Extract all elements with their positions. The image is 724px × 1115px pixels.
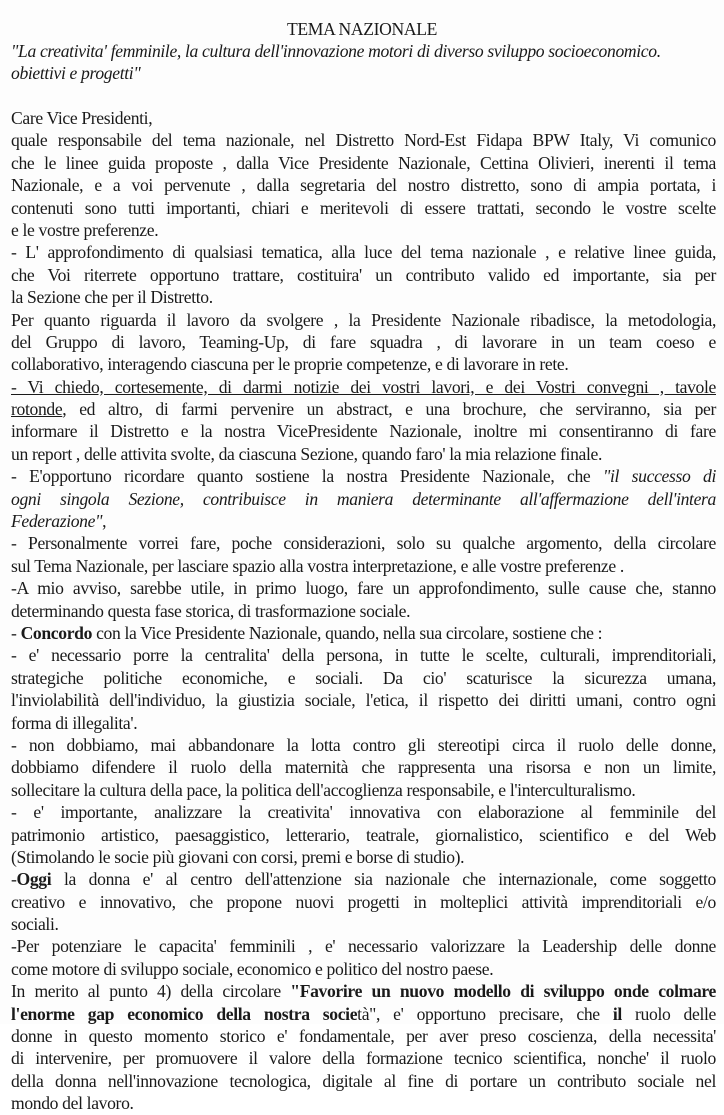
paragraph-line: che le linee guida proposte , dalla Vice Presidente Nazionale, Cettina Olivieri, inerenti il tema [11,152,716,173]
line-text: - E'opportuno ricordare quanto sostiene la nostra Presidente Nazionale, che [11,466,603,487]
paragraph-line: della donna nell'innovazione tecnologica, digitale al fine di portare un contributo sociale nel [11,1070,716,1091]
paragraph-line: un report , delle attivita svolte, da ciascuna Sezione, quando faro' la mia relazione finale. [11,443,603,464]
paragraph-line [11,398,716,420]
bold-text: Concordo [20,622,93,643]
bold-quote: "Favorire un nuovo modello di sviluppo onde colmare [290,981,716,1002]
paragraph-line: di intervenire, per promuovere il valore della formazione tecnico scientifica, nonche' il ruolo [11,1048,716,1069]
underlined-text: rotonde [11,399,63,420]
paragraph-line [11,980,716,1002]
line-text: con la Vice Presidente Nazionale, quando, nella sua circolare, sostiene che : [92,622,603,643]
bold-text: Oggi [16,869,52,890]
paragraph-line [11,510,716,532]
paragraph-line: - e' importante, analizzare la creativita' innovativa con elaborazione al femminile del [11,802,716,823]
line-text: la donna e' al centro dell'attenzione sia nazionale che internazionale, come soggetto [51,869,716,890]
paragraph-line [11,465,716,487]
paragraph-line: contenuti sono tutti importanti, chiari e meritevoli di essere trattati, secondo le vostre scelte [11,197,716,218]
paragraph-line: - non dobbiamo, mai abbandonare la lotta contro gli stereotipi circa il ruolo delle donne, [11,734,716,755]
document-title: TEMA NAZIONALE [287,19,437,39]
paragraph-line: - Personalmente vorrei fare, poche considerazioni, solo su qualche argomento, della circolare [11,533,716,554]
paragraph-line: forma di illegalita'. [11,712,138,733]
paragraph-line: la Sezione che per il Distretto. [11,287,213,308]
paragraph-line [11,622,716,644]
paragraph-line: sul Tema Nazionale, per lasciare spazio alla vostra interpretazione, e alle vostre preferenze . [11,555,624,576]
paragraph-line: informare il Distretto e la nostra VicePresidente Nazionale, inoltre mi consentiranno di fare [11,421,716,442]
paragraph-line: che Voi riterrete opportuno trattare, costituira' un contributo valido ed importante, sia per [11,264,716,285]
paragraph-line: Nazionale, e a voi pervenute , dalla segretaria del nostro distretto, sono di ampia portata, i [11,175,716,196]
quote-text: "il successo di [602,466,716,487]
paragraph-line: collaborativo, interagendo ciascuna per le proprie competenze, e di lavorare in rete. [11,354,569,375]
paragraph-line: come motore di sviluppo sociale, economico e politico del nostro paese. [11,958,494,979]
bold-text: il [612,1003,622,1024]
paragraph-line: creativo e innovativo, che propone nuovi progetti in molteplici attività imprenditoriali e/o [11,891,716,912]
quote-line: ogni singola Sezione, contribuisce in maniera determinante all'affermazione dell'intera [11,488,716,509]
line-text: In merito al punto 4) della circolare [11,981,291,1002]
line-text: , [102,511,107,532]
paragraph-line: strategiche politiche economiche, e sociali. Da cio' scaturisce la sicurezza umana, [11,667,716,688]
line-text: , ed altro, di farmi pervenire un abstract, e una brochure, che serviranno, sia per [62,399,716,420]
paragraph-line: del Gruppo di lavoro, Teaming-Up, di fare squadra , di lavorare in un team coeso e [11,331,716,352]
line-text: ruolo delle [621,1003,716,1024]
underlined-request-line: - Vi chiedo, cortesemente, di darmi notizie dei vostri lavori, e dei Vostri convegni , tavole [11,376,716,397]
subtitle-line: obiettivi e progetti" [11,63,141,84]
paragraph-line: sociali. [11,914,59,935]
line-text: - [11,622,21,643]
bold-quote: l'enorme gap economico della nostra socie [11,1003,358,1024]
paragraph-line: -Per potenziare le capacita' femminili , e' necessario valorizzare la Leadership delle donne [11,936,716,957]
paragraph-line: patrimonio artistico, paesaggistico, letterario, teatrale, giornalistico, scientifico e del Web [11,824,716,845]
paragraph-line [11,868,716,890]
letter-body [11,107,716,1115]
quote-text: Federazione" [11,511,103,532]
paragraph-line: - L' approfondimento di qualsiasi tematica, alla luce del tema nazionale , e relative linee guida, [11,242,716,263]
paragraph-line: -A mio avviso, sarebbe utile, in primo luogo, fare un approfondimento, sulle cause che, stanno [11,578,716,599]
paragraph-line: donne in questo momento storico e' fondamentale, per aver preso coscienza, della necessita' [11,1026,716,1047]
salutation: Care Vice Presidenti, [11,108,153,128]
paragraph-line [11,1003,716,1025]
paragraph-line: e le vostre preferenze. [11,219,159,240]
paragraph-line: determinando questa fase storica, di trasformazione sociale. [11,600,411,621]
line-text: - [11,869,17,890]
paragraph-line: quale responsabile del tema nazionale, nel Distretto Nord-Est Fidapa BPW Italy, Vi comunico [11,130,716,151]
subtitle-line: "La creativita' femminile, la cultura dell'innovazione motori di diverso sviluppo socioeconomico. [11,41,661,61]
document-subtitle [11,40,716,85]
paragraph-line: Per quanto riguarda il lavoro da svolgere , la Presidente Nazionale ribadisce, la metodologia, [11,309,716,330]
paragraph-line: - e' necessario porre la centralita' della persona, in tutte le scelte, culturali, imprenditoriali, [11,645,716,666]
paragraph-line: (Stimolando le socie più giovani con corsi, premi e borse di studio). [11,846,465,867]
paragraph-line: dobbiamo difendere il ruolo della maternità che rappresenta una risorsa e non un limite, [11,757,716,778]
paragraph-line: l'inviolabilità dell'individuo, la giustizia sociale, l'etica, il rispetto dei diritti umani, contro ogni [11,690,716,711]
line-text: tà", e' opportuno precisare, che [357,1003,613,1024]
paragraph-line: mondo del lavoro. [11,1093,134,1114]
paragraph-line: sollecitare la cultura della pace, la politica dell'accoglienza responsabile, e l'interculturalismo. [11,779,636,800]
